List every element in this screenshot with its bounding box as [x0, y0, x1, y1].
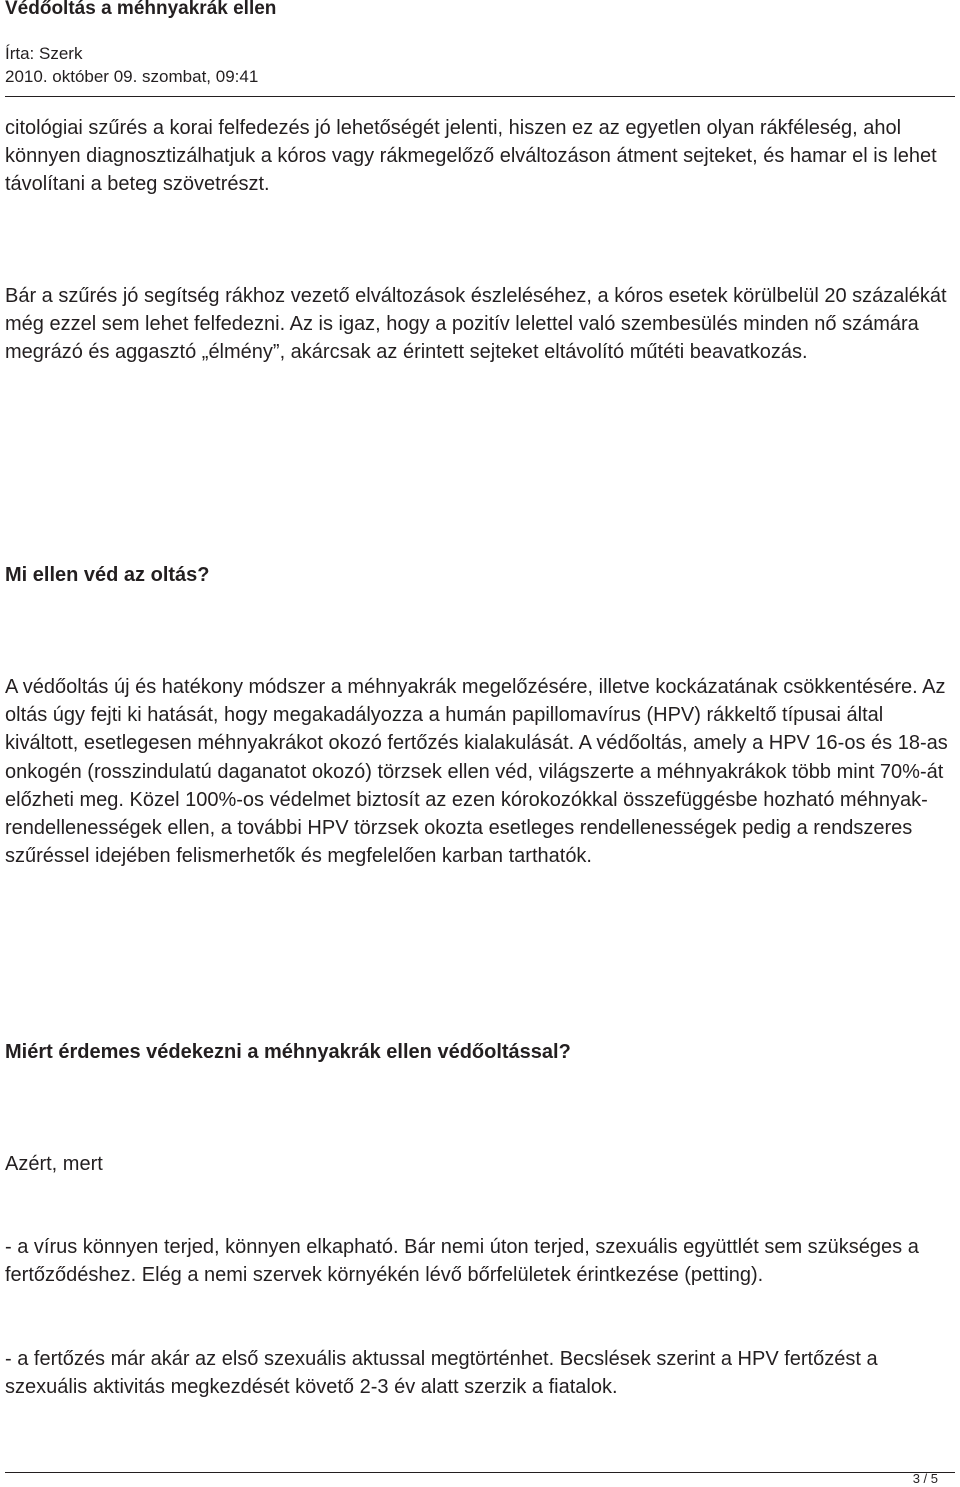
paragraph-because: Azért, mert — [5, 1153, 103, 1175]
article-title: Védőoltás a méhnyakrák ellen — [5, 0, 277, 19]
paragraph-screening: Bár a szűrés jó segítség rákhoz vezető elváltozások észleléséhez, a kóros esetek körülbelül 20 százalékát még ezzel sem lehet felfedezni. Az is igaz, hogy a pozitív lelettel való szembesülés minden nő számára megrázó és aggasztó „élmény”, akárcsak az érintett sejteket eltávolító műtéti beavatkozás. — [5, 285, 947, 364]
paragraph-vaccine: A védőoltás új és hatékony módszer a méhnyakrák megelőzésére, illetve kockázatának csökkentésére. Az oltás úgy fejti ki hatását, hogy megakadályozza a humán papillomavírus (HPV) rákkeltő típusai által kiváltott, esetlegesen méhnyakrákot okozó fertőzés kialakulását. A védőoltás, amely a HPV 16-os és 18-as onkogén (rosszindulatú daganatot okozó) törzsek ellen véd, világszerte a méhnyakrákok több mint 70%-át előzheti meg. Közel 100%-os védelmet biztosít az ezen kórokozókkal összefüggésbe hozható méhnyak-rendellenességek ellen, a további HPV törzsek okozta esetleges rendellenességek pedig a rendszeres szűréssel idejében felismerhetők és megfelelően karban tarthatók. — [5, 676, 948, 868]
article-date: 2010. október 09. szombat, 09:41 — [5, 67, 259, 86]
paragraph-cytology: citológiai szűrés a korai felfedezés jó lehetőségét jelenti, hiszen ez az egyetlen olyan rákféleség, ahol könnyen diagnosztizálhatjuk a kóros vagy rákmegelőző elváltozáson átment sejteket, és hamar el is lehet távolítani a beteg szövetrészt. — [5, 117, 937, 196]
footer-divider — [5, 1472, 955, 1473]
list-item-spread: - a vírus könnyen terjed, könnyen elkapható. Bár nemi úton terjed, szexuális együttlét sem szükséges a fertőződéshez. Elég a nemi szervek környékén lévő bőrfelületek érintkezése (petting). — [5, 1236, 919, 1287]
article-author: Írta: Szerk — [5, 44, 83, 63]
page-number: 3 / 5 — [912, 1471, 938, 1486]
section-heading-why: Miért érdemes védekezni a méhnyakrák ellen védőoltással? — [5, 1041, 571, 1063]
header-divider — [5, 96, 955, 97]
list-item-first-contact: - a fertőzés már akár az első szexuális aktussal megtörténhet. Becslések szerint a HPV fertőzést a szexuális aktivitás megkezdését követő 2-3 év alatt szerzik a fiatalok. — [5, 1348, 878, 1399]
section-heading-protection: Mi ellen véd az oltás? — [5, 564, 210, 586]
